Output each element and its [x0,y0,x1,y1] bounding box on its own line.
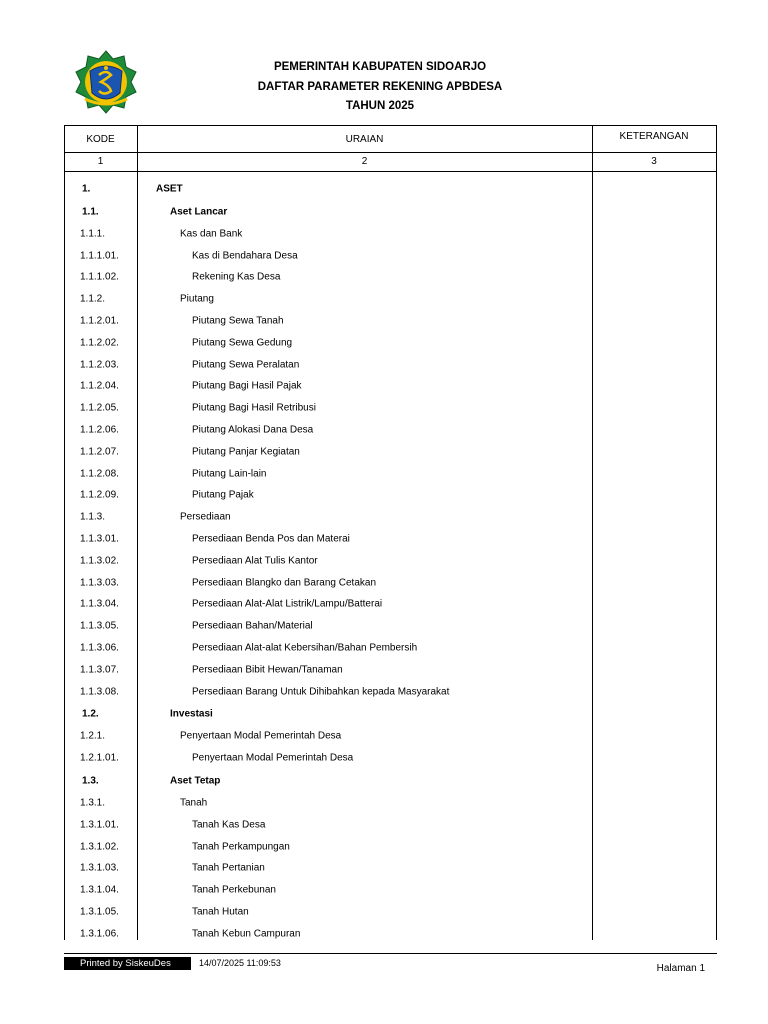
table-row [64,858,717,880]
row-uraian: Rekening Kas Desa [192,271,281,283]
row-kode: 1.1.3. [80,511,106,523]
row-uraian: Tanah [180,797,208,809]
row-uraian: Kas di Bendahara Desa [192,250,298,262]
row-kode: 1.2.1.01. [80,752,119,764]
table-row [64,659,717,681]
row-uraian: Piutang Lain-lain [192,468,267,480]
row-kode: 1.1.2.07. [80,446,119,458]
row-kode: 1.1.2.05. [80,402,119,414]
row-uraian: Tanah Perkampungan [192,841,290,853]
row-uraian: Tanah Kas Desa [192,819,266,831]
row-uraian: Persediaan Bibit Hewan/Tanaman [192,664,343,676]
table-row [64,485,717,507]
row-uraian: Persediaan Bahan/Material [192,620,313,632]
table-row [64,463,717,485]
account-table-body [64,177,717,945]
row-uraian: Persediaan Alat Tulis Kantor [192,555,318,567]
table-header-separator [64,152,717,153]
table-row [64,376,717,398]
row-kode: 1.1.1.01. [80,250,119,262]
row-kode: 1.3.1.01. [80,819,119,831]
row-uraian: Investasi [170,708,213,720]
footer-rule [64,953,717,954]
row-uraian: Piutang Sewa Peralatan [192,359,300,371]
header-document-title: DAFTAR PARAMETER REKENING APBDESA [257,80,503,93]
table-row [64,594,717,616]
table-row [64,332,717,354]
row-kode: 1.3.1.06. [80,928,119,940]
table-row [64,419,717,441]
table-row [64,288,717,310]
table-row [64,681,717,703]
row-kode: 1.1.1.02. [80,271,119,283]
row-kode: 1.1.2.08. [80,468,119,480]
table-row [64,615,717,637]
row-kode: 1.1.3.02. [80,555,119,567]
table-row [64,441,717,463]
row-kode: 1.1.2. [80,293,106,305]
row-kode: 1.1.3.08. [80,686,119,698]
table-row [64,814,717,836]
row-kode: 1.3.1. [80,797,106,809]
row-uraian: Piutang Bagi Hasil Retribusi [192,402,316,414]
row-uraian: Piutang Sewa Gedung [192,337,293,349]
row-kode: 1.1.2.06. [80,424,119,436]
row-uraian: Tanah Hutan [192,906,249,918]
column-number-keterangan: 3 [651,156,657,167]
column-header-keterangan: KETERANGAN [619,131,689,142]
row-uraian: Penyertaan Modal Pemerintah Desa [192,752,354,764]
column-number-kode: 1 [97,156,104,167]
table-number-row-separator [64,171,717,172]
row-kode: 1.1.1. [80,228,106,240]
row-kode: 1.3.1.05. [80,906,119,918]
column-number-uraian: 2 [361,156,368,167]
row-kode: 1.3. [82,775,99,787]
regency-emblem-logo [73,49,139,115]
row-uraian: Tanah Kebun Campuran [192,928,301,940]
row-kode: 1.1.3.01. [80,533,119,545]
page-number: Halaman 1 [656,963,705,974]
column-header-kode: KODE [86,134,115,145]
table-row [64,769,717,792]
row-uraian: Piutang Alokasi Dana Desa [192,424,314,436]
row-uraian: Persediaan Benda Pos dan Materai [192,533,350,545]
row-uraian: Piutang Pajak [192,489,254,501]
row-uraian: Aset Tetap [170,775,221,787]
table-row [64,726,717,748]
row-uraian: Persediaan Barang Untuk Dihibahkan kepada Masyarakat [192,686,450,698]
row-kode: 1. [82,183,91,194]
row-kode: 1.1.3.07. [80,664,119,676]
table-row [64,528,717,550]
table-row [64,703,717,726]
row-kode: 1.1.2.04. [80,380,119,392]
row-uraian: Piutang Bagi Hasil Pajak [192,380,302,392]
table-row [64,836,717,858]
row-uraian: Persediaan [180,511,231,523]
row-kode: 1.2. [82,708,99,720]
row-uraian: Piutang Panjar Kegiatan [192,446,300,458]
table-row [64,572,717,594]
row-kode: 1.3.1.03. [80,862,119,874]
page-footer [64,953,717,983]
table-row [64,901,717,923]
row-kode: 1.2.1. [80,730,106,742]
printed-by-label: Printed by SiskeuDes [64,957,191,970]
row-kode: 1.1.2.02. [80,337,119,349]
print-timestamp: 14/07/2025 11:09:53 [199,958,281,968]
table-row [64,177,717,200]
row-uraian: Persediaan Blangko dan Barang Cetakan [192,577,377,589]
row-kode: 1.1.3.06. [80,642,119,654]
row-uraian: Aset Lancar [170,206,228,217]
table-row [64,200,717,223]
row-kode: 1.1.2.03. [80,359,119,371]
row-kode: 1.1.2.01. [80,315,119,327]
row-uraian: Persediaan Alat-Alat Listrik/Lampu/Batterai [192,598,383,610]
row-kode: 1.1.3.03. [80,577,119,589]
table-row [64,792,717,814]
row-kode: 1.1. [82,206,99,217]
table-row [64,223,717,245]
row-kode: 1.3.1.04. [80,884,119,896]
row-uraian: Piutang Sewa Tanah [192,315,284,327]
row-kode: 1.1.2.09. [80,489,119,501]
row-uraian: Tanah Perkebunan [192,884,276,896]
column-header-uraian: URAIAN [345,134,384,145]
header-year: TAHUN 2025 [345,100,415,112]
table-row [64,747,717,769]
header-government-name: PEMERINTAH KABUPATEN SIDOARJO [273,61,487,73]
row-kode: 1.3.1.02. [80,841,119,853]
row-uraian: Kas dan Bank [180,228,243,240]
row-kode: 1.1.3.04. [80,598,119,610]
row-uraian: Tanah Pertanian [192,862,265,874]
row-uraian: ASET [156,183,183,194]
row-uraian: Penyertaan Modal Pemerintah Desa [180,730,342,742]
table-row [64,506,717,528]
table-row [64,354,717,376]
table-row [64,879,717,901]
row-uraian: Piutang [180,293,214,305]
table-row [64,267,717,289]
row-uraian: Persediaan Alat-alat Kebersihan/Bahan Pembersih [192,642,418,654]
table-row [64,245,717,267]
table-border-top [64,125,717,126]
table-row [64,397,717,419]
table-row [64,550,717,572]
table-row [64,637,717,659]
table-row [64,923,717,945]
row-kode: 1.1.3.05. [80,620,119,632]
table-row [64,310,717,332]
document-header [140,58,620,117]
